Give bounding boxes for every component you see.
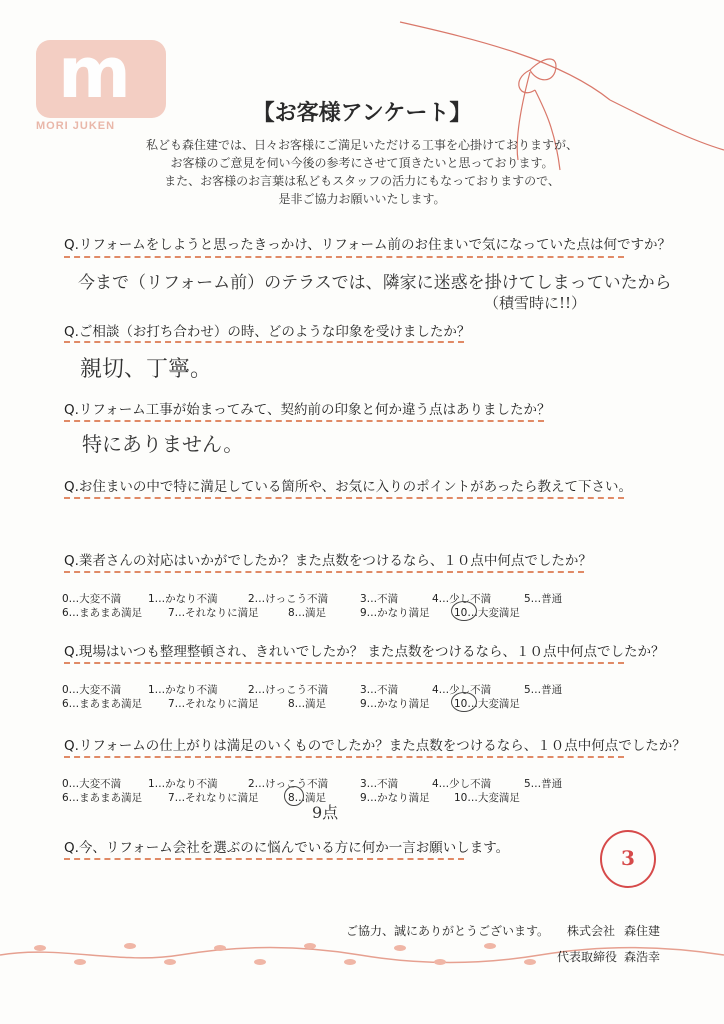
intro-line-4: 是非ご協力お願いいたします。 bbox=[278, 192, 446, 206]
question-5: Q.業者さんの対応はいかがでしたか？また点数をつけるなら、１０点中何点でしたか？ bbox=[64, 553, 592, 569]
scale-option-5[interactable]: 5…普通 bbox=[524, 593, 563, 605]
question-5-underline bbox=[64, 571, 584, 573]
scale-option-9[interactable]: 9…かなり満足 bbox=[360, 698, 430, 710]
score-note-q7: 9点 bbox=[312, 803, 339, 822]
scale-option-6[interactable]: 6…まあまあ満足 bbox=[62, 698, 143, 710]
question-3-underline bbox=[64, 420, 544, 422]
scale-option-8[interactable]: 8…満足 bbox=[288, 698, 327, 710]
question-7-underline bbox=[64, 756, 624, 758]
scale-option-9[interactable]: 9…かなり満足 bbox=[360, 607, 430, 619]
scale-option-2[interactable]: 2…けっこう不満 bbox=[248, 778, 329, 790]
question-6-underline bbox=[64, 662, 624, 664]
selected-score-circle-q6 bbox=[451, 692, 477, 712]
scale-option-1[interactable]: 1…かなり不満 bbox=[148, 593, 218, 605]
representative-name: 森浩幸 bbox=[624, 950, 661, 964]
intro-line-3: また、お客様のお言葉は私どもスタッフの活力にもなっておりますので、 bbox=[164, 174, 560, 188]
page-title: 【お客様アンケート】 bbox=[252, 101, 472, 126]
logo-subtext: MORI JUKEN bbox=[36, 120, 116, 132]
scale-option-1[interactable]: 1…かなり不満 bbox=[148, 778, 218, 790]
company-name: 森住建 bbox=[624, 924, 661, 938]
rating-scale-q5 bbox=[62, 591, 662, 621]
logo-mark: m bbox=[58, 32, 125, 114]
rating-scale-q7 bbox=[62, 776, 662, 806]
question-4-underline bbox=[64, 497, 624, 499]
scale-option-7[interactable]: 7…それなりに満足 bbox=[168, 607, 259, 619]
intro-line-1: 私ども森住建では、日々お客様にご満足いただける工事を心掛けておりますが、 bbox=[145, 138, 578, 152]
scale-option-4[interactable]: 4…少し不満 bbox=[432, 593, 492, 605]
selected-score-circle-q5 bbox=[451, 601, 477, 621]
selected-score-circle-q7 bbox=[284, 786, 304, 806]
scale-option-7[interactable]: 7…それなりに満足 bbox=[168, 698, 259, 710]
handwritten-stamp: 3 bbox=[600, 830, 656, 888]
scale-option-10[interactable]: 10…大変満足 bbox=[454, 698, 520, 710]
scale-option-6[interactable]: 6…まあまあ満足 bbox=[62, 792, 143, 804]
question-2-underline bbox=[64, 341, 464, 343]
scale-option-8[interactable]: 8…満足 bbox=[288, 607, 327, 619]
answer-1-line-2: （積雪時に!!） bbox=[484, 294, 587, 312]
scale-option-2[interactable]: 2…けっこう不満 bbox=[248, 593, 329, 605]
scale-option-2[interactable]: 2…けっこう不満 bbox=[248, 684, 329, 696]
footer-thanks: ご協力、誠にありがとうございます。 bbox=[346, 924, 550, 938]
question-7: Q.リフォームの仕上がりは満足のいくものでしたか？また点数をつけるなら、１０点中何点でしたか？ bbox=[64, 738, 686, 754]
question-6: Q.現場はいつも整理整頓され、きれいでしたか？ また点数をつけるなら、１０点中何点でしたか？ bbox=[64, 644, 665, 660]
scale-option-0[interactable]: 0…大変不満 bbox=[62, 684, 122, 696]
question-1: Q.リフォームをしようと思ったきっかけ、リフォーム前のお住まいで気になっていた点は何ですか？ bbox=[64, 237, 672, 253]
scale-option-10[interactable]: 10…大変満足 bbox=[454, 792, 520, 804]
rating-scale-q6 bbox=[62, 682, 662, 712]
scale-option-6[interactable]: 6…まあまあ満足 bbox=[62, 607, 143, 619]
question-8-underline bbox=[64, 858, 464, 860]
scale-option-5[interactable]: 5…普通 bbox=[524, 778, 563, 790]
question-2: Q.ご相談（お打ち合わせ）の時、どのような印象を受けましたか？ bbox=[64, 324, 471, 340]
question-4: Q.お住まいの中で特に満足している箇所や、お気に入りのポイントがあったら教えて下さい。 bbox=[64, 479, 633, 495]
scale-option-1[interactable]: 1…かなり不満 bbox=[148, 684, 218, 696]
scale-option-0[interactable]: 0…大変不満 bbox=[62, 778, 122, 790]
scale-option-9[interactable]: 9…かなり満足 bbox=[360, 792, 430, 804]
scale-option-0[interactable]: 0…大変不満 bbox=[62, 593, 122, 605]
scale-option-8[interactable]: 8…満足 bbox=[288, 792, 327, 804]
intro-line-2: お客様のご意見を伺い今後の参考にさせて頂きたいと思っております。 bbox=[170, 156, 554, 170]
representative-label: 代表取締役 bbox=[557, 950, 618, 964]
scale-option-3[interactable]: 3…不満 bbox=[360, 684, 399, 696]
scale-option-10[interactable]: 10…大変満足 bbox=[454, 607, 520, 619]
question-8: Q.今、リフォーム会社を選ぶのに悩んでいる方に何か一言お願いします。 bbox=[64, 840, 510, 856]
question-1-underline bbox=[64, 256, 624, 258]
scale-option-5[interactable]: 5…普通 bbox=[524, 684, 563, 696]
scale-option-7[interactable]: 7…それなりに満足 bbox=[168, 792, 259, 804]
question-3: Q.リフォーム工事が始まってみて、契約前の印象と何か違う点はありましたか？ bbox=[64, 402, 551, 418]
answer-3: 特にありません。 bbox=[82, 432, 244, 456]
scale-option-4[interactable]: 4…少し不満 bbox=[432, 778, 492, 790]
answer-2: 親切、丁寧。 bbox=[80, 357, 213, 382]
scale-option-3[interactable]: 3…不満 bbox=[360, 593, 399, 605]
scale-option-4[interactable]: 4…少し不満 bbox=[432, 684, 492, 696]
company-label: 株式会社 bbox=[567, 924, 616, 938]
scale-option-3[interactable]: 3…不満 bbox=[360, 778, 399, 790]
answer-1-line-1: 今まで（リフォーム前）のテラスでは、隣家に迷惑を掛けてしまっていたから bbox=[78, 273, 672, 293]
